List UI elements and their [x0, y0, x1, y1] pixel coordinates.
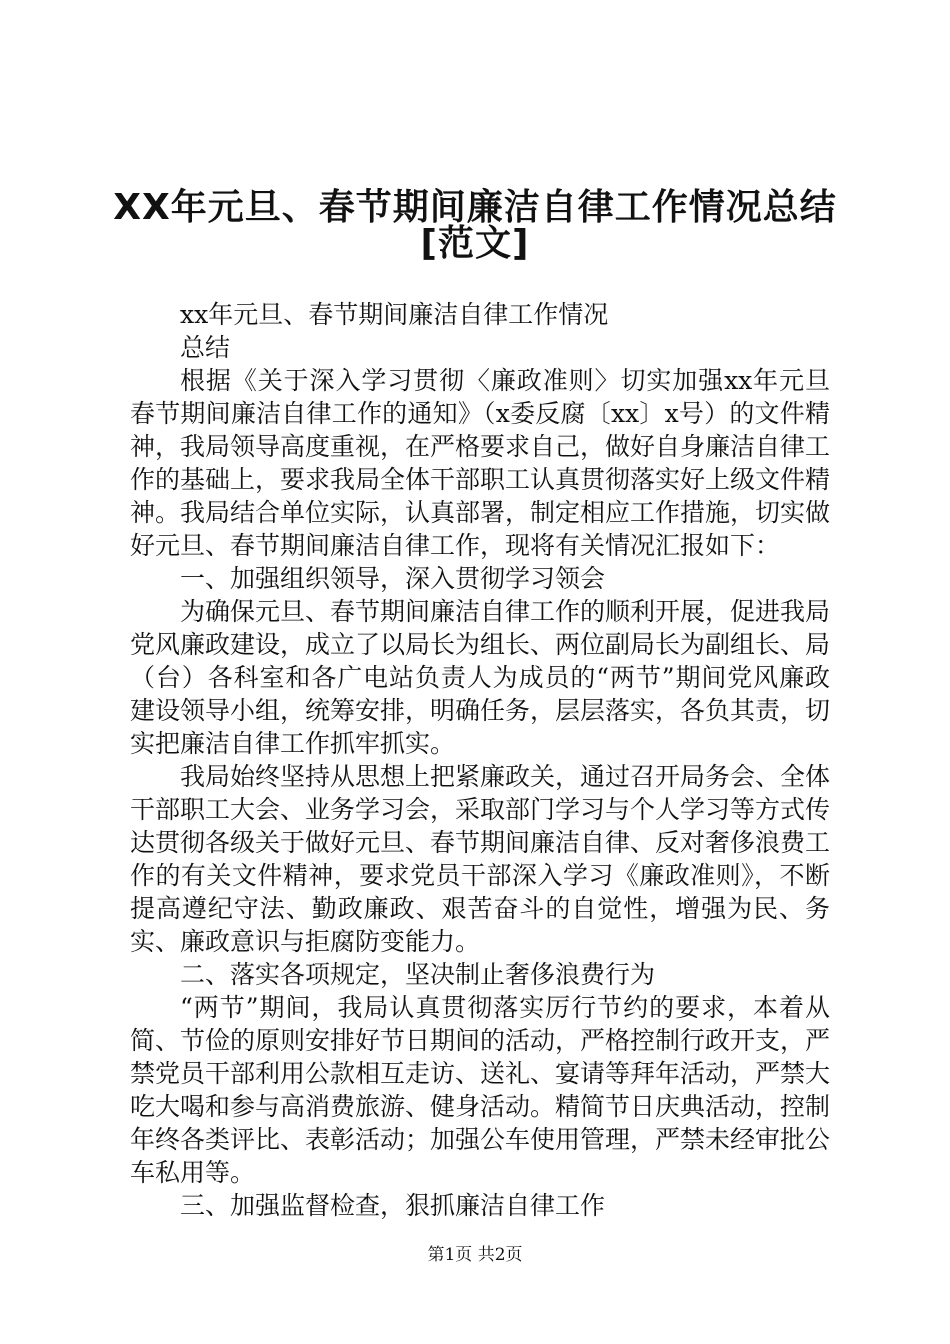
- paragraph-section1-b: 我局始终坚持从思想上把紧廉政关，通过召开局务会、全体干部职工大会、业务学习会，采取部门学习与个人学习等方式传达贯彻各级关于做好元旦、春节期间廉洁自律、反对奢侈浪费工作的有关文件精神，要求党员干部深入学习《廉政准则》，不断提高遵纪守法、勤政廉政、艰苦奋斗的自觉性，增强为民、务实、廉政意识与拒腐防变能力。: [130, 762, 831, 956]
- document-body: [130, 298, 830, 1222]
- section-heading-2: 二、落实各项规定，坚决制止奢侈浪费行为: [180, 960, 656, 989]
- document-title: XX年元旦、春节期间廉洁自律工作情况总结: [113, 187, 837, 228]
- section-heading-3: 三、加强监督检查，狠抓廉洁自律工作: [180, 1191, 606, 1220]
- paragraph-section2: “两节”期间，我局认真贯彻落实厉行节约的要求，本着从简、节俭的原则安排好节日期间的活动，严格控制行政开支，严禁党员干部利用公款相互走访、送礼、宴请等拜年活动，严禁大吃大喝和参与高消费旅游、健身活动。精简节日庆典活动，控制年终各类评比、表彰活动；加强公车使用管理，严禁未经审批公车私用等。: [130, 993, 831, 1187]
- subtitle-line-1: xx年元旦、春节期间廉洁自律工作情况: [180, 300, 609, 329]
- paragraph-intro: 根据《关于深入学习贯彻〈廉政准则〉切实加强xx年元旦春节期间廉洁自律工作的通知》（x委反腐〔xx〕x号）的文件精神，我局领导高度重视，在严格要求自己，做好自身廉洁自律工作的基础上，要求我局全体干部职工认真贯彻落实好上级文件精神。我局结合单位实际，认真部署，制定相应工作措施，切实做好元旦、春节期间廉洁自律工作，现将有关情况汇报如下：: [130, 366, 831, 560]
- section-heading-1: 一、加强组织领导，深入贯彻学习领会: [180, 564, 606, 593]
- document-title-suffix: [范文]: [420, 223, 530, 264]
- page-footer: 第1页 共2页: [427, 1245, 523, 1265]
- subtitle-line-2: 总结: [180, 333, 231, 362]
- paragraph-section1-a: 为确保元旦、春节期间廉洁自律工作的顺利开展，促进我局党风廉政建设，成立了以局长为组长、两位副局长为副组长、局（台）各科室和各广电站负责人为成员的“两节”期间党风廉政建设领导小组，统筹安排，明确任务，层层落实，各负其责，切实把廉洁自律工作抓牢抓实。: [130, 597, 831, 758]
